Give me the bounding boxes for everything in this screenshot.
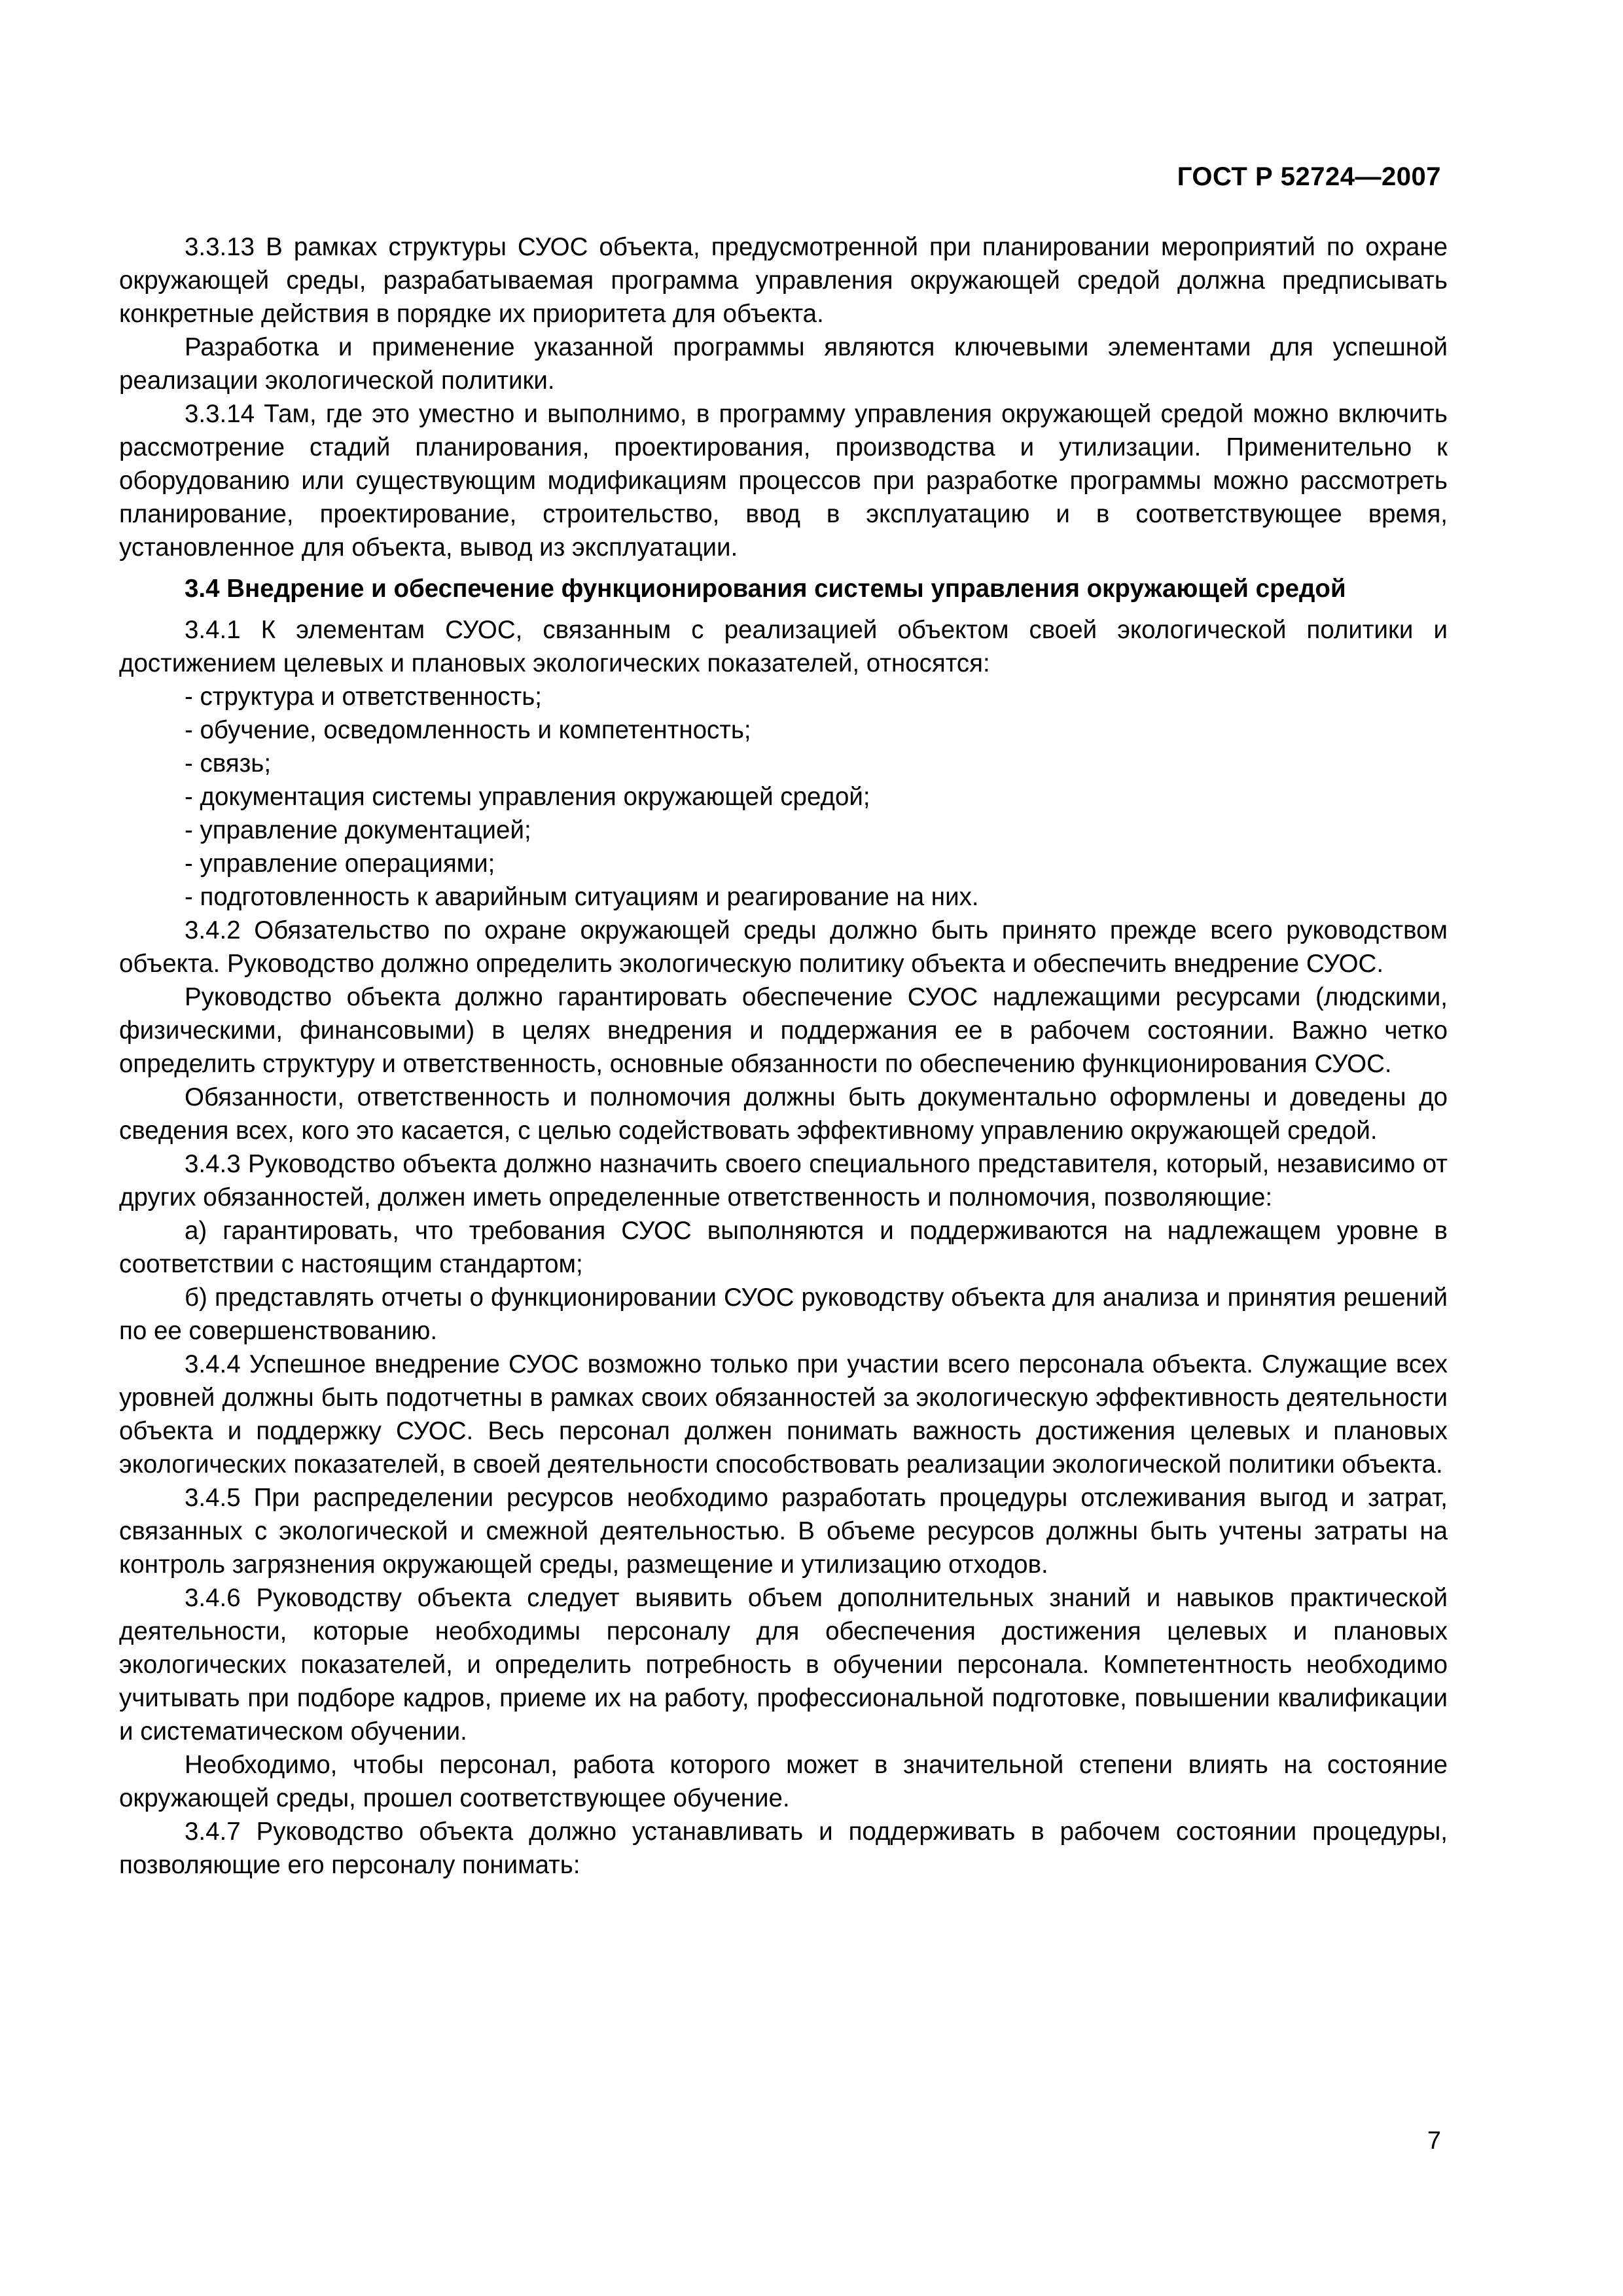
list-item: - управление операциями; (185, 850, 495, 878)
paragraph-3-3-13: 3.3.13 В рамках структуры СУОС объекта, предусмотренной при планировании мероприятий по охране окружающей среды, разрабатываемая программа управления окружающей средой должна предписывать конкретные действия в порядке их приоритета для объекта. (119, 233, 1448, 328)
paragraph-item-a: а) гарантировать, что требования СУОС выполняются и поддерживаются на надлежащем уровне в соответствии с настоящим стандартом; (119, 1217, 1448, 1278)
elements-list (119, 680, 1448, 914)
list-item: - структура и ответственность; (185, 683, 542, 711)
paragraph-3-3-14: 3.3.14 Там, где это уместно и выполнимо, в программу управления окружающей средой можно включить рассмотрение стадий планирования, проектирования, производства и утилизации. Применительно к оборудованию или существующим модификациям процессов при разработке программы можно рассмотреть планирование, проектирование, строительство, ввод в эксплуатацию и в соответствующее время, установленное для объекта, вывод из эксплуатации. (119, 400, 1448, 562)
paragraph-3-4-5: 3.4.5 При распределении ресурсов необходимо разработать процедуры отслеживания выгод и затрат, связанных с экологической и смежной деятельностью. В объеме ресурсов должны быть учтены затраты на контроль загрязнения окружающей среды, размещение и утилизацию отходов. (119, 1484, 1448, 1579)
paragraph-3-4-7: 3.4.7 Руководство объекта должно устанавливать и поддерживать в рабочем состоянии процедуры, позволяющие его персоналу понимать: (119, 1818, 1448, 1879)
document-body (119, 230, 1448, 1882)
paragraph-training: Необходимо, чтобы персонал, работа которого может в значительной степени влиять на состояние окружающей среды, прошел соответствующее обучение. (119, 1751, 1448, 1812)
list-item: - управление документацией; (185, 816, 531, 844)
paragraph-3-4-1: 3.4.1 К элементам СУОС, связанным с реализацией объектом своей экологической политики и достижением целевых и плановых экологических показателей, относятся: (119, 616, 1448, 677)
page-number: 7 (1427, 2127, 1441, 2155)
paragraph-3-4-4: 3.4.4 Успешное внедрение СУОС возможно только при участии всего персонала объекта. Служащие всех уровней должны быть подотчетны в рамках своих обязанностей за экологическую эффективность деятельности объекта и поддержку СУОС. Весь персонал должен понимать важность достижения целевых и плановых экологических показателей, в своей деятельности способствовать реализации экологической политики объекта. (119, 1350, 1448, 1479)
paragraph-resources: Руководство объекта должно гарантировать обеспечение СУОС надлежащими ресурсами (людскими, физическими, финансовыми) в целях внедрения и поддержания ее в рабочем состоянии. Важно четко определить структуру и ответственность, основные обязанности по обеспечению функционирования СУОС. (119, 983, 1448, 1078)
list-item: - связь; (185, 749, 272, 778)
section-heading-3-4: 3.4 Внедрение и обеспечение функционирования системы управления окружающей средой (185, 575, 1346, 603)
paragraph-item-b: б) представлять отчеты о функционировании СУОС руководству объекта для анализа и принятия решений по ее совершенствованию. (119, 1283, 1448, 1345)
paragraph-3-4-2: 3.4.2 Обязательство по охране окружающей среды должно быть принято прежде всего руководством объекта. Руководство должно определить экологическую политику объекта и обеспечить внедрение СУОС. (119, 916, 1448, 978)
paragraph-3-4-3: 3.4.3 Руководство объекта должно назначить своего специального представителя, который, независимо от других обязанностей, должен иметь определенные ответственность и полномочия, позволяющие: (119, 1150, 1448, 1211)
paragraph-3-4-6: 3.4.6 Руководству объекта следует выявить объем дополнительных знаний и навыков практической деятельности, которые необходимы персоналу для обеспечения достижения целевых и плановых экологических показателей, и определить потребность в обучении персонала. Компетентность необходимо учитывать при подборе кадров, приеме их на работу, профессиональной подготовке, повышении квалификации и систематическом обучении. (119, 1584, 1448, 1746)
list-item: - подготовленность к аварийным ситуациям и реагирование на них. (185, 883, 979, 911)
paragraph-program-key: Разработка и применение указанной программы являются ключевыми элементами для успешной реализации экологической политики. (119, 333, 1448, 395)
paragraph-duties: Обязанности, ответственность и полномочия должны быть документально оформлены и доведены до сведения всех, кого это касается, с целью содействовать эффективному управлению окружающей средой. (119, 1083, 1448, 1145)
list-item: - обучение, осведомленность и компетентность; (185, 716, 751, 744)
list-item: - документация системы управления окружающей средой; (185, 783, 870, 811)
document-code-header: ГОСТ Р 52724—2007 (1177, 162, 1441, 191)
